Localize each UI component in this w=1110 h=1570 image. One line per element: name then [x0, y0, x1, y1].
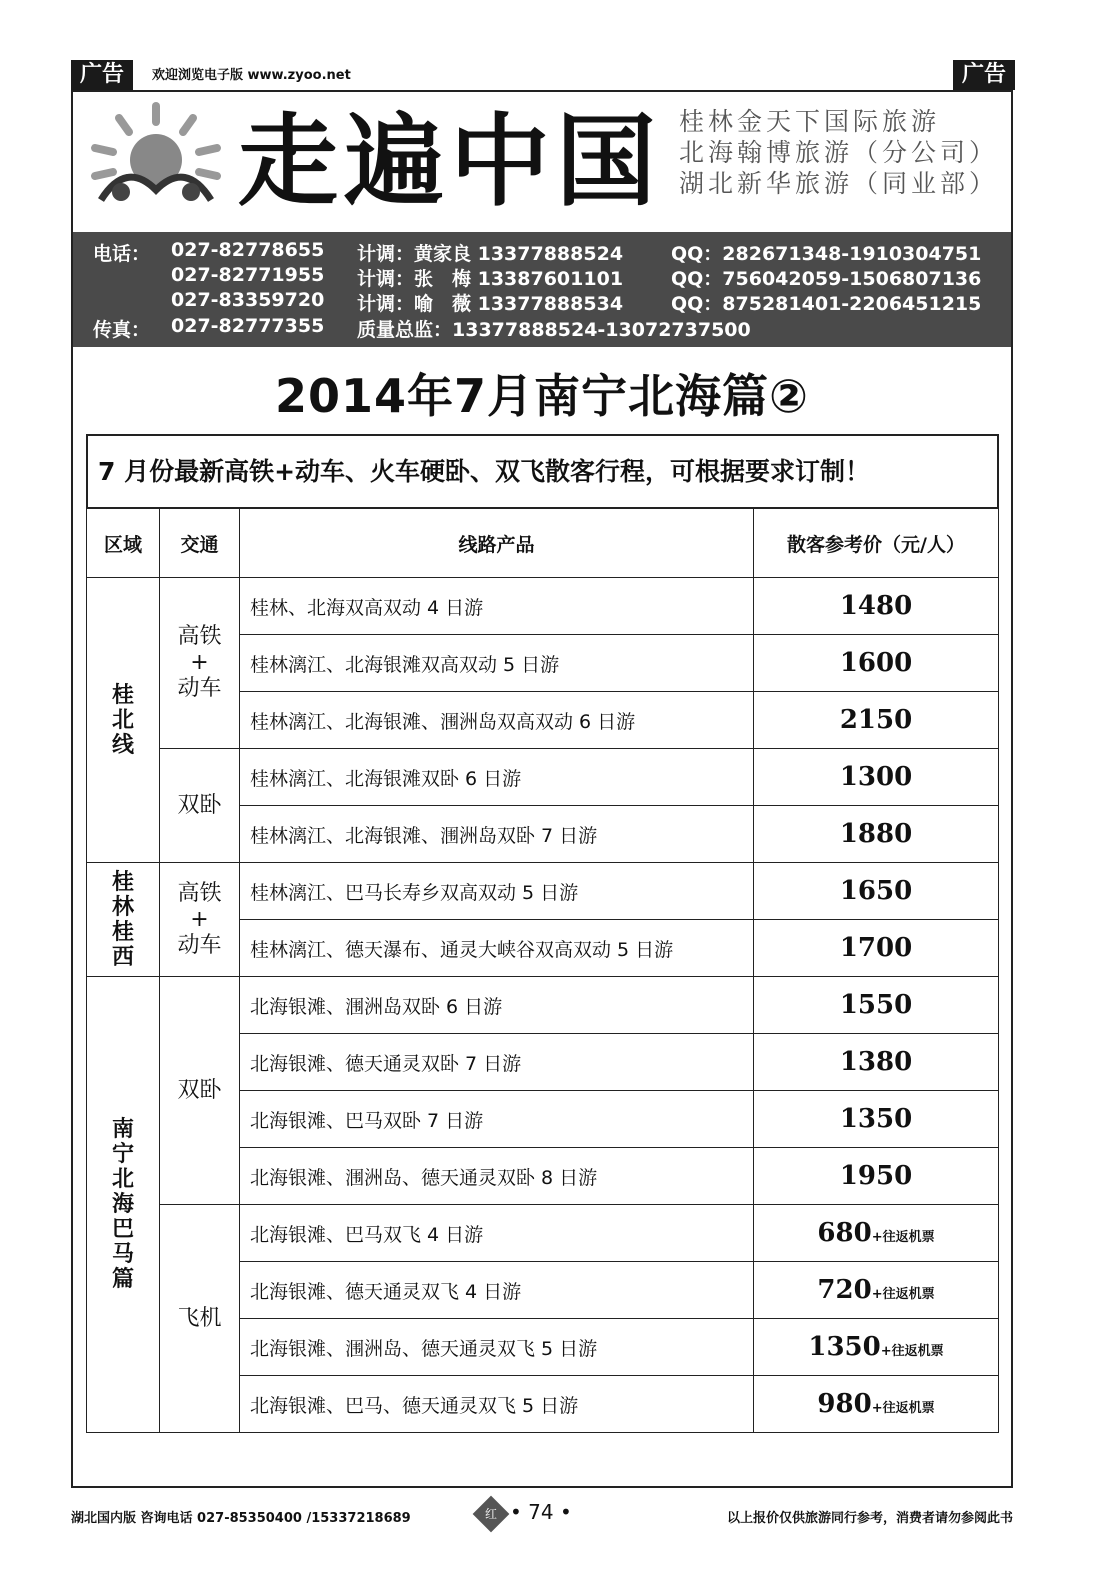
fax-number: 027-82777355 — [171, 315, 325, 337]
qq-3: QQ：875281401-2206451215 — [671, 293, 982, 315]
route-cell: 桂林漓江、北海银滩双卧 6 日游 — [240, 749, 754, 806]
transport-cell — [160, 578, 240, 749]
agency-3: 湖北新华旅游（同业部） — [679, 169, 999, 198]
route-cell: 北海银滩、涠洲岛、德天通灵双卧 8 日游 — [240, 1148, 754, 1205]
route-cell: 桂林漓江、北海银滩、涠洲岛双卧 7 日游 — [240, 806, 754, 863]
route-cell: 北海银滩、巴马双飞 4 日游 — [240, 1205, 754, 1262]
table-header-row — [87, 509, 999, 578]
phone-1: 027-82778655 — [171, 239, 325, 261]
footer-edition: 湖北国内版 咨询电话 027-85350400 /15337218689 — [71, 1511, 411, 1526]
price-value: 980 — [817, 1389, 872, 1419]
price-cell: 1550 — [754, 977, 999, 1034]
ad-label-left: 广告 — [71, 60, 133, 90]
header-banner — [73, 92, 1011, 232]
fax-label: 传真： — [93, 319, 151, 341]
region-cell — [87, 863, 160, 977]
price-cell: 1480 — [754, 578, 999, 635]
price-cell: 1700 — [754, 920, 999, 977]
footer-disclaimer: 以上报价仅供旅游同行参考，消费者请勿参阅此书 — [726, 1511, 1013, 1526]
transport-cell — [160, 863, 240, 977]
transport-cell — [160, 749, 240, 863]
sun-logo-icon — [81, 100, 231, 220]
qq-1: QQ：282671348-1910304751 — [671, 243, 982, 265]
price-suffix: +往返机票 — [871, 1401, 935, 1416]
price-value: 680 — [817, 1218, 872, 1248]
route-cell: 北海银滩、德天通灵双卧 7 日游 — [240, 1034, 754, 1091]
price-cell: 2150 — [754, 692, 999, 749]
price-cell: 1600 — [754, 635, 999, 692]
header-region: 区域 — [87, 509, 160, 578]
region-label: 桂北线 — [111, 682, 134, 758]
planner-1: 计调：黄家良 13377888524 — [357, 243, 624, 265]
page-title: 2014年7月南宁北海篇② — [275, 369, 809, 423]
edition-badge-text: 红 — [484, 1506, 498, 1521]
contact-band — [73, 232, 1011, 347]
header-route: 线路产品 — [240, 509, 754, 578]
transport-label: 飞机 — [177, 1305, 222, 1331]
table-row — [87, 1205, 999, 1262]
itinerary-banner: 7 月份最新高铁+动车、火车硬卧、双飞散客行程，可根据要求订制！ — [86, 434, 999, 509]
price-suffix: +往返机票 — [880, 1344, 944, 1359]
price-cell: 1950 — [754, 1148, 999, 1205]
route-cell: 北海银滩、涠洲岛、德天通灵双飞 5 日游 — [240, 1319, 754, 1376]
brand-title: 走遍中国 — [238, 102, 662, 220]
region-cell — [87, 578, 160, 863]
agency-list — [679, 106, 998, 199]
table-row — [87, 749, 999, 806]
route-cell: 北海银滩、巴马双卧 7 日游 — [240, 1091, 754, 1148]
region-cell — [87, 977, 160, 1433]
qq-2: QQ：756042059-1506807136 — [671, 268, 982, 290]
table-row — [87, 578, 999, 635]
ad-label-right: 广告 — [953, 60, 1015, 90]
region-label: 桂林桂西 — [111, 869, 134, 970]
route-cell: 北海银滩、德天通灵双飞 4 日游 — [240, 1262, 754, 1319]
route-cell: 北海银滩、巴马、德天通灵双飞 5 日游 — [240, 1376, 754, 1433]
welcome-text: 欢迎浏览电子版 www.zyoo.net — [152, 68, 351, 83]
price-cell: 1300 — [754, 749, 999, 806]
price-cell: 1380 — [754, 1034, 999, 1091]
header-price: 散客参考价（元/人） — [754, 509, 999, 578]
price-cell: 1350 — [754, 1091, 999, 1148]
route-cell: 桂林漓江、德天瀑布、通灵大峡谷双高双动 5 日游 — [240, 920, 754, 977]
transport-label: 高铁 + 动车 — [177, 880, 222, 958]
price-cell — [754, 1205, 999, 1262]
route-cell: 北海银滩、涠洲岛双卧 6 日游 — [240, 977, 754, 1034]
page-number-text: • 74 • — [510, 1500, 572, 1524]
quality-supervisor: 质量总监：13377888524-13072737500 — [357, 319, 751, 341]
phone-3: 027-83359720 — [171, 289, 325, 311]
tel-label: 电话： — [93, 243, 151, 265]
transport-cell — [160, 1205, 240, 1433]
route-cell: 桂林、北海双高双动 4 日游 — [240, 578, 754, 635]
planner-2: 计调：张 梅 13387601101 — [357, 268, 624, 290]
transport-cell — [160, 977, 240, 1205]
table-row — [87, 863, 999, 920]
route-cell: 桂林漓江、巴马长寿乡双高双动 5 日游 — [240, 863, 754, 920]
price-suffix: +往返机票 — [871, 1287, 935, 1302]
agency-2: 北海翰博旅游（分公司） — [679, 138, 999, 167]
region-label: 南宁北海巴马篇 — [111, 1117, 134, 1292]
price-cell — [754, 1376, 999, 1433]
table-row — [87, 977, 999, 1034]
price-value: 720 — [817, 1275, 872, 1305]
planner-3: 计调：喻 薇 13377888534 — [357, 293, 624, 315]
page-number — [478, 1500, 572, 1527]
price-cell: 1880 — [754, 806, 999, 863]
price-cell — [754, 1262, 999, 1319]
price-suffix: +往返机票 — [871, 1230, 935, 1245]
price-value: 1350 — [808, 1332, 881, 1362]
transport-label: 高铁 + 动车 — [177, 624, 222, 701]
transport-label: 双卧 — [177, 1077, 222, 1103]
route-cell: 桂林漓江、北海银滩双高双动 5 日游 — [240, 635, 754, 692]
edition-badge-icon — [473, 1495, 510, 1532]
price-table — [86, 508, 999, 1433]
price-cell — [754, 1319, 999, 1376]
header-transport: 交通 — [160, 509, 240, 578]
phone-2: 027-82771955 — [171, 264, 325, 286]
route-cell: 桂林漓江、北海银滩、涠洲岛双高双动 6 日游 — [240, 692, 754, 749]
agency-1: 桂林金天下国际旅游 — [679, 107, 941, 136]
price-cell: 1650 — [754, 863, 999, 920]
transport-label: 双卧 — [177, 792, 222, 818]
